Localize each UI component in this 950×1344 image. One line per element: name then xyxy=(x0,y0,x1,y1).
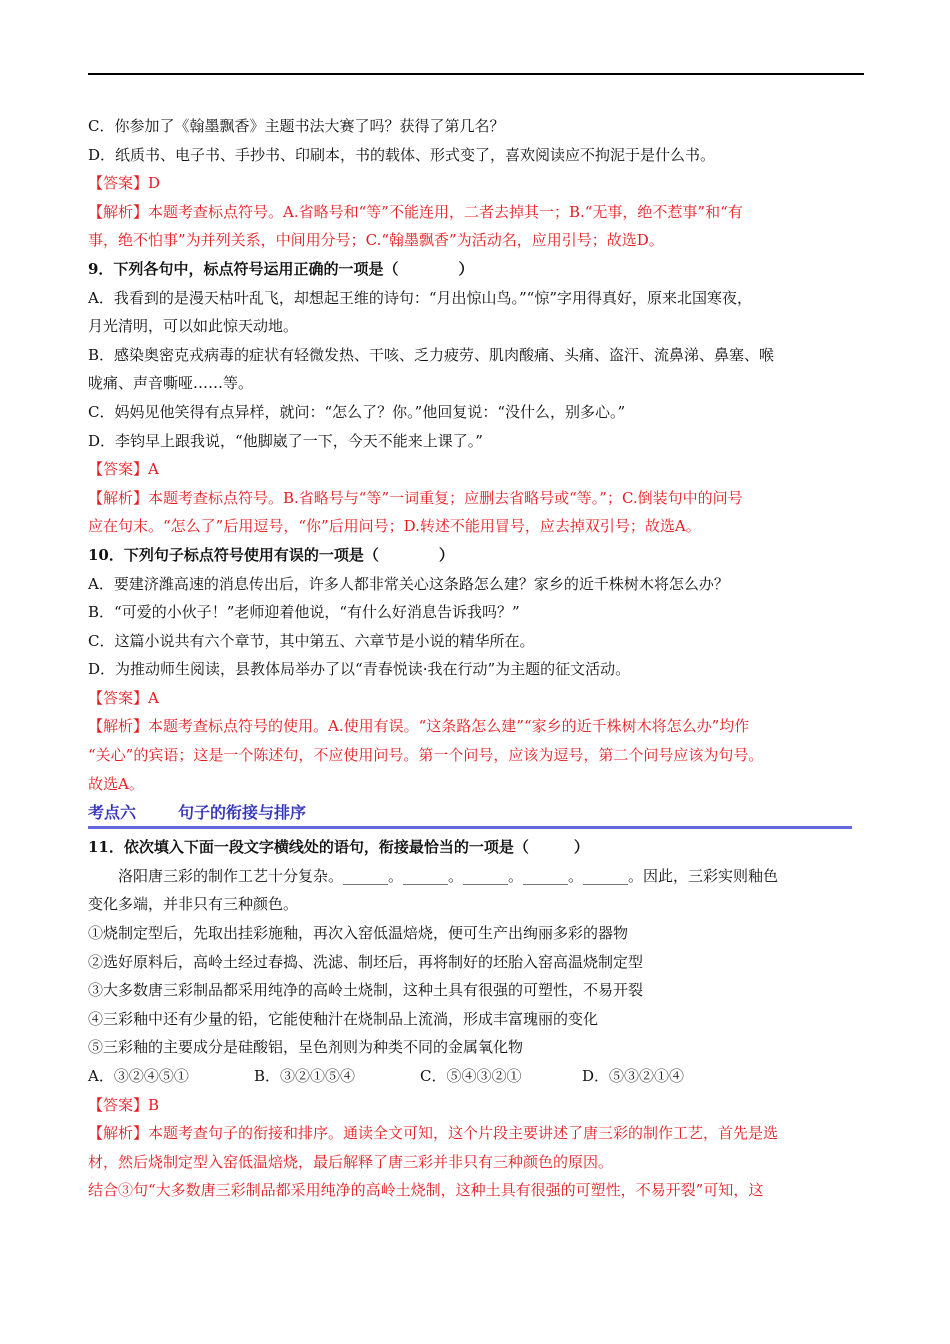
section-title: 句子的衔接与排序 xyxy=(178,803,307,823)
q10-analysis-line-1: 【解析】本题考查标点符号的使用。A.使用有误。“这条路怎么建”“家乡的近千株树木将怎么办”均作 xyxy=(88,717,750,736)
q8-option-c: C．你参加了《翰墨飘香》主题书法大赛了吗？获得了第几名？ xyxy=(88,117,505,135)
q10-option-c: C．这篇小说共有六个章节，其中第五、六章节是小说的精华所在。 xyxy=(88,631,535,650)
header-rule xyxy=(88,73,864,75)
q11-item-2: ②选好原料后，高岭土经过春捣、洗滤、制坯后，再将制好的坯胎入窑高温烧制定型 xyxy=(88,952,644,971)
section-label: 考点六 xyxy=(88,803,137,823)
q10-analysis-line-2: “关心”的宾语；这是一个陈述句，不应使用问号。第一个问号，应该为逗号，第二个问号应该为句号。 xyxy=(88,746,764,765)
q10-option-b: B．“可爱的小伙子！”老师迎着他说，“有什么好消息告诉我吗？” xyxy=(88,603,520,622)
q11-item-1: ①烧制定型后，先取出挂彩施釉，再次入窑低温焙烧，便可生产出绚丽多彩的器物 xyxy=(88,924,629,943)
q11-choice-a: A．③②④⑤① xyxy=(88,1067,189,1085)
q11-item-5: ⑤三彩釉的主要成分是硅酸铝，呈色剂则为种类不同的金属氧化物 xyxy=(88,1038,524,1057)
q11-passage-line-1: 洛阳唐三彩的制作工艺十分复杂。______。______。______。______。______。因此，三彩实则釉色 xyxy=(118,866,779,885)
q9-option-d: D．李钧早上跟我说，“他脚崴了一下，今天不能来上课了。” xyxy=(88,431,483,450)
q10-option-d: D．为推动师生阅读，县教体局举办了以“青春悦读·我在行动”为主题的征文活动。 xyxy=(88,660,631,679)
q9-analysis-line-1: 【解析】本题考查标点符号。B.省略号与“等”一词重复；应删去省略号或“等。”；C.倒装句中的问号 xyxy=(88,488,743,507)
q11-choice-c: C．⑤④③②① xyxy=(420,1067,522,1085)
q9-option-a-line-1: A．我看到的是漫天枯叶乱飞，却想起王维的诗句：“月出惊山鸟。”“惊”字用得真好，原来北国寒夜， xyxy=(88,288,753,307)
q11-passage-line-2: 变化多端，并非只有三种颜色。 xyxy=(88,895,299,914)
q9-option-c: C．妈妈见他笑得有点异样，就问：“怎么了？你。”他回复说：“没什么，别多心。” xyxy=(88,402,626,421)
q11-choice-b: B．③②①⑤④ xyxy=(254,1067,356,1085)
q11-analysis-line-2: 材，然后烧制定型入窑低温焙烧，最后解释了唐三彩并非只有三种颜色的原因。 xyxy=(88,1152,614,1171)
q11-stem: 11．依次填入下面一段文字横线处的语句，衔接最恰当的一项是（ ） xyxy=(88,838,589,857)
section-heading xyxy=(88,800,852,829)
q10-answer: 【答案】A xyxy=(88,688,159,707)
q11-choices xyxy=(88,1062,864,1091)
q9-analysis-line-2: 应在句末。“怎么了”后用逗号，“你”后用问号；D.转述不能用冒号，应去掉双引号；故选A。 xyxy=(88,517,701,536)
document-body xyxy=(88,112,864,1205)
q9-option-a-line-2: 月光清明，可以如此惊天动地。 xyxy=(88,317,299,336)
q11-analysis-line-1: 【解析】本题考查句子的衔接和排序。通读全文可知，这个片段主要讲述了唐三彩的制作工艺，首先是选 xyxy=(88,1124,779,1143)
q9-stem: 9．下列各句中，标点符号运用正确的一项是（ ） xyxy=(88,259,474,278)
q11-item-4: ④三彩釉中还有少量的铅，它能使釉汁在烧制品上流淌，形成丰富瑰丽的变化 xyxy=(88,1009,599,1028)
q9-option-b-line-2: 咙痛、声音嘶哑……等。 xyxy=(88,374,254,393)
q11-choice-d: D．⑤③②①④ xyxy=(582,1067,685,1085)
q11-answer: 【答案】B xyxy=(88,1095,160,1114)
q11-analysis-line-3: 结合③句“大多数唐三彩制品都采用纯净的高岭土烧制，这种土具有很强的可塑性，不易开裂”可知，这 xyxy=(88,1181,764,1200)
q9-answer: 【答案】A xyxy=(88,460,159,479)
q9-option-b-line-1: B．感染奥密克戎病毒的症状有轻微发热、干咳、乏力疲劳、肌肉酸痛、头痛、盗汗、流鼻涕、鼻塞、喉 xyxy=(88,345,775,364)
q8-option-d: D．纸质书、电子书、手抄书、印刷本，书的载体、形式变了，喜欢阅读应不拘泥于是什么书。 xyxy=(88,145,716,164)
q8-analysis-line-2: 事，绝不怕事”为并列关系，中间用分号；C.“翰墨飘香”为活动名，应用引号；故选D。 xyxy=(88,231,664,250)
q8-answer: 【答案】D xyxy=(88,174,161,193)
q10-analysis-line-3: 故选A。 xyxy=(88,774,144,793)
q10-stem: 10．下列句子标点符号使用有误的一项是（ ） xyxy=(88,545,454,564)
q11-item-3: ③大多数唐三彩制品都采用纯净的高岭土烧制，这种土具有很强的可塑性，不易开裂 xyxy=(88,981,644,1000)
q8-analysis-line-1: 【解析】本题考查标点符号。A.省略号和“等”不能连用，二者去掉其一；B.“无事，绝不惹事”和“有 xyxy=(88,202,743,221)
q10-option-a: A．要建济潍高速的消息传出后，许多人都非常关心这条路怎么建？家乡的近千株树木将怎么办？ xyxy=(88,574,729,593)
